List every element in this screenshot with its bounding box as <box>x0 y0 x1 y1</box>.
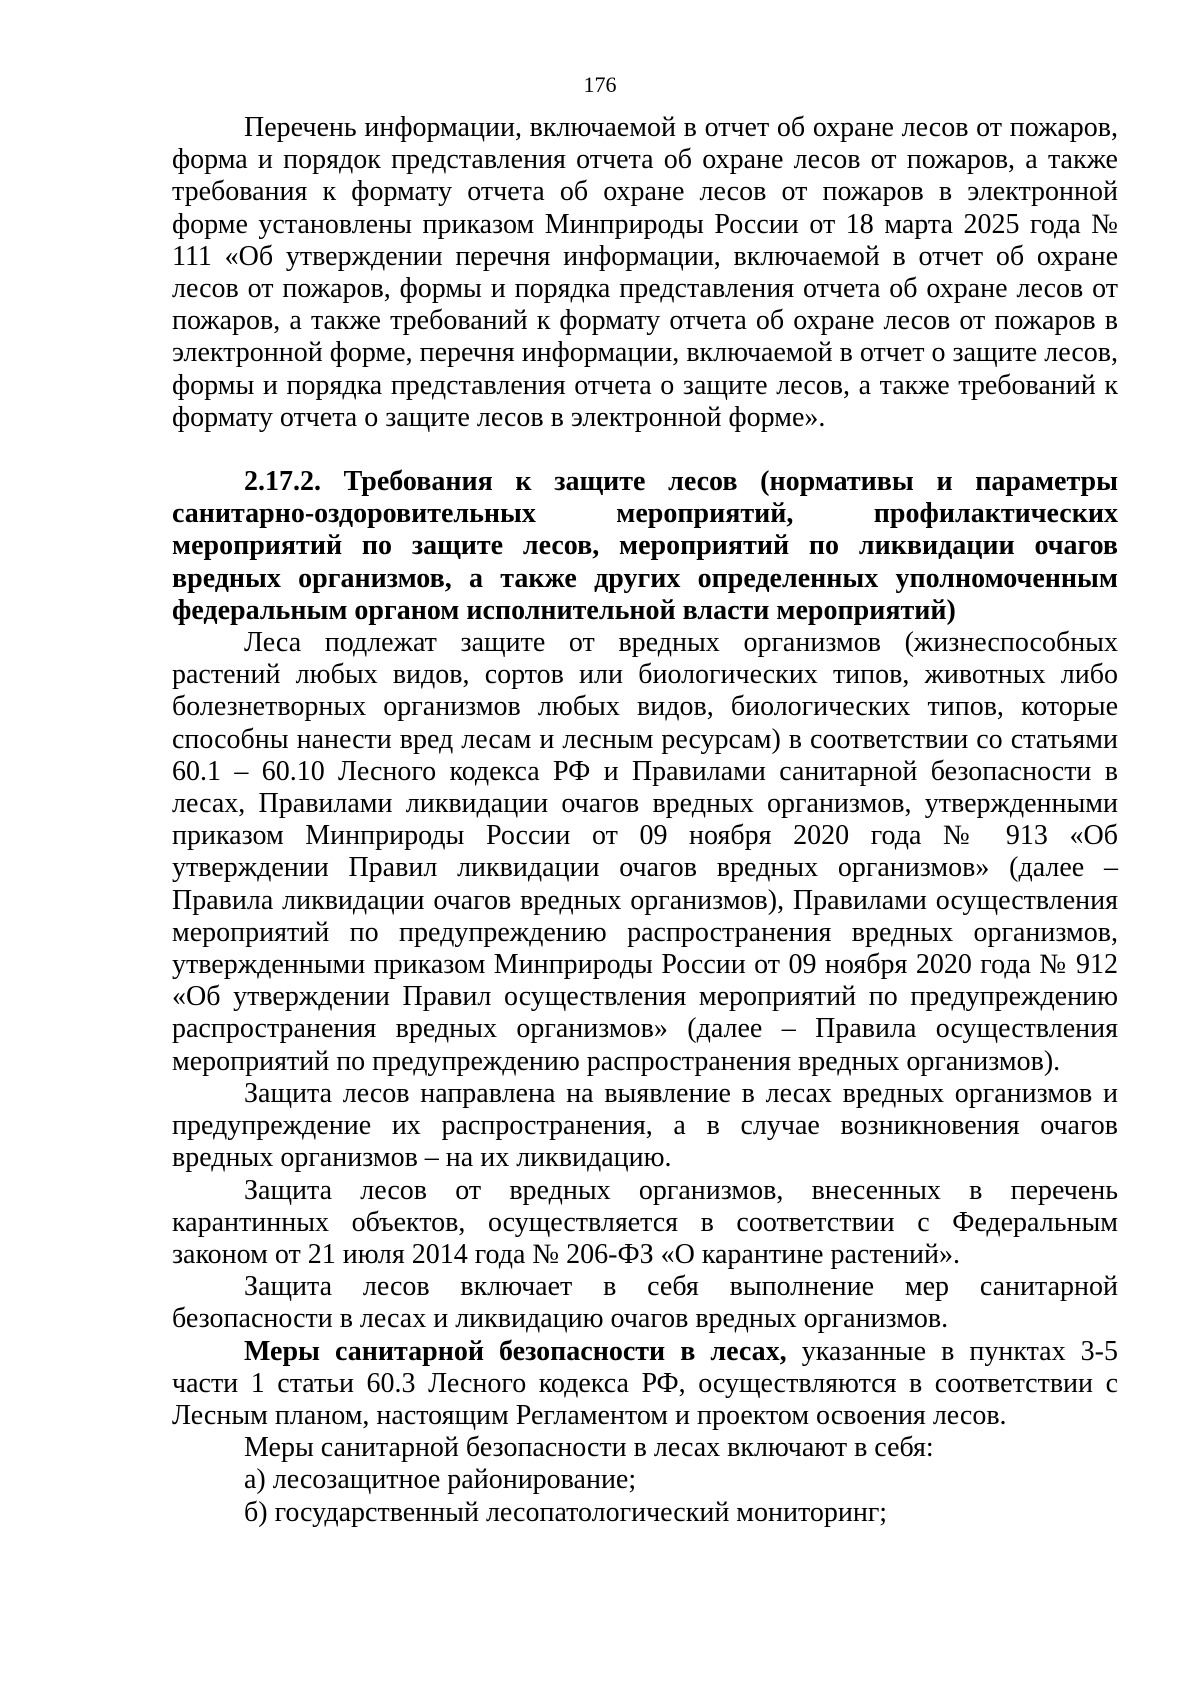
list-item: б) государственный лесопатологический мониторинг; <box>244 1496 888 1528</box>
paragraph-quarantine: Защита лесов от вредных организмов, внесенных в перечень карантинных объектов, осуществляется в соответствии с Федеральным законом от 21 июля 2014 года № 206-ФЗ «О карантине растений». <box>172 1174 1118 1270</box>
sanitary-measures-text: указанные в пунктах 3-5 части 1 статьи 60.3 Лесного кодекса РФ, осуществляются в соответствии с Лесным планом, настоящим Регламентом и проектом освоения лесов. <box>172 1335 1118 1431</box>
paragraph-sanitary-measures <box>172 1336 1118 1433</box>
list-intro: Меры санитарной безопасности в лесах включают в себя: <box>244 1432 934 1464</box>
paragraph-pests: Леса подлежат защите от вредных организмов (жизнеспособных растений любых видов, сортов или биологических типов, животных либо болезнетворных организмов любых видов, биологических типов, которые способны нанести вред лесам и лесным ресурсам) в соответствии со статьями 60.1 – 60.10 Лесного кодекса РФ и Правилами санитарной безопасности в лесах, Правилами ликвидации очагов вредных организмов, утвержденными приказом Минприроды России от 09 ноября 2020 года № 913 «Об утверждении Правил ликвидации очагов вредных организмов» (далее – Правила ликвидации очагов вредных организмов), Правилами осуществления мероприятий по предупреждению распространения вредных организмов, утвержденными приказом Минприроды России от 09 ноября 2020 года № 912 «Об утверждении Правил осуществления мероприятий по предупреждению распространения вредных организмов» (далее – Правила осуществления мероприятий по предупреждению распространения вредных организмов). <box>172 627 1118 1077</box>
intro-paragraph: Перечень информации, включаемой в отчет об охране лесов от пожаров, форма и порядок представления отчета об охране лесов от пожаров, а также требования к формату отчета об охране лесов от пожаров в электронной форме установлены приказом Минприроды России от 18 марта 2025 года № 111 «Об утверждении перечня информации, включаемой в отчет об охране лесов от пожаров, формы и порядка представления отчета об охране лесов от пожаров, а также требований к формату отчета об охране лесов от пожаров в электронной форме, перечня информации, включаемой в отчет о защите лесов, формы и порядка представления отчета о защите лесов, а также требований к формату отчета о защите лесов в электронной форме». <box>172 112 1118 433</box>
section-heading: 2.17.2. Требования к защите лесов (нормативы и параметры санитарно-оздоровительных мероприятий, профилактических мероприятий по защите лесов, мероприятий по ликвидации очагов вредных организмов, а также других определенных уполномоченным федеральным органом исполнительной власти мероприятий) <box>172 466 1118 626</box>
paragraph-protection-aim: Защита лесов направлена на выявление в лесах вредных организмов и предупреждение их распространения, а в случае возникновения очагов вредных организмов – на их ликвидацию. <box>172 1077 1118 1174</box>
section-spacer <box>172 434 1118 466</box>
paragraph-protection-scope: Защита лесов включает в себя выполнение мер санитарной безопасности в лесах и ликвидацию очагов вредных организмов. <box>172 1271 1118 1335</box>
page-number: 176 <box>583 72 617 97</box>
list-item: а) лесозащитное районирование; <box>244 1464 637 1496</box>
sanitary-measures-lead: Меры санитарной безопасности в лесах, <box>244 1335 787 1367</box>
document-body <box>172 112 1118 1529</box>
